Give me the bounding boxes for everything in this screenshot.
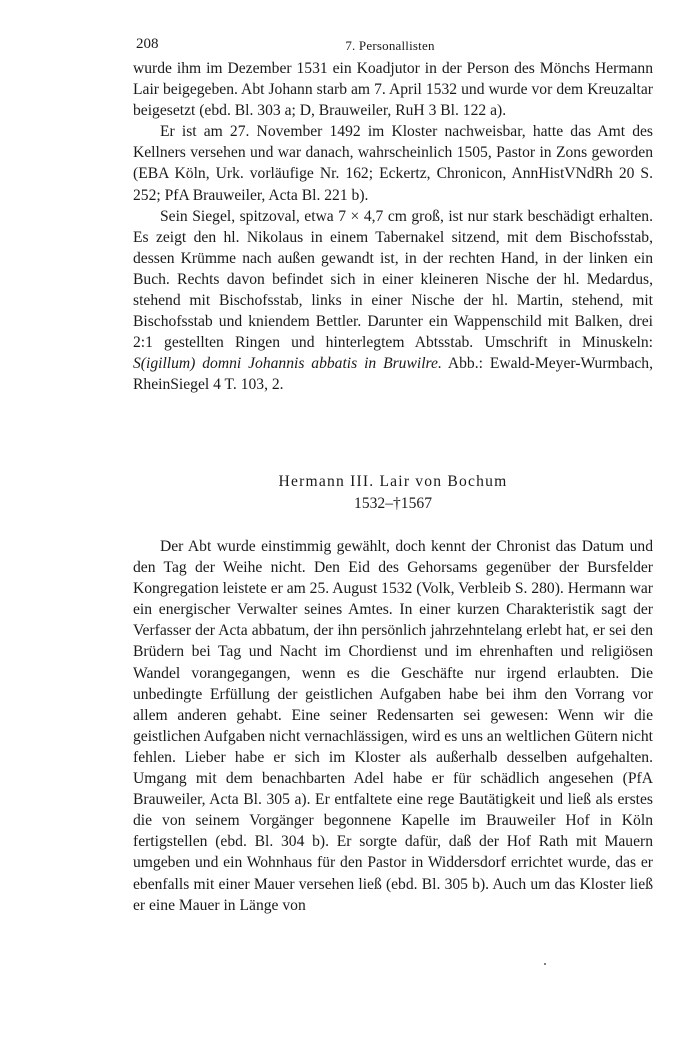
entry-heading <box>133 471 653 515</box>
running-head: 7. Personallisten <box>345 38 435 53</box>
seal-paragraph <box>133 206 653 396</box>
abbot-name: Hermann III. Lair von Bochum <box>278 473 508 490</box>
paragraph: Er ist am 27. November 1492 im Kloster nachweisbar, hatte das Amt des Kellners versehen und war danach, wahrscheinlich 1505, Pastor in Zons geworden (EBA Köln, Urk. vorläufige Nr. 162; Eckertz, Chronicon, AnnHistVNdRh 20 S. 252; PfA Brauweiler, Acta Bl. 221 b). <box>133 123 653 204</box>
page-number: 208 <box>136 36 159 52</box>
abbot-dates: 1532–†1567 <box>354 495 432 512</box>
print-speck <box>544 963 546 965</box>
paragraph-continued: wurde ihm im Dezember 1531 ein Koadjutor in der Person des Mönchs Hermann Lair beigegeben. Abt Johann starb am 7. April 1532 und wurde vor dem Kreuzaltar beigesetzt (ebd. Bl. 303 a; D, Brauweiler, RuH 3 Bl. 122 a). <box>133 60 653 120</box>
seal-inscription: S(igillum) domni Johannis abbatis in Bruwilre. <box>133 355 442 373</box>
seal-reference: Abb.: Ewald-Meyer-Wurmbach, RheinSiegel 4 T. 103, 2. <box>133 355 653 394</box>
previous-entry-text <box>133 58 653 396</box>
seal-description: Sein Siegel, spitzoval, etwa 7 × 4,7 cm groß, ist nur stark beschädigt erhalten. Es zeigt den hl. Nikolaus in einem Tabernakel sitzend, mit dem Bischofsstab, dessen Krümme nach außen gewandt ist, in der rechten Hand, in der linken ein Buch. Rechts davon befindet sich in einer kleineren Nische der hl. Medardus, stehend mit Bischofsstab, links in einer Nische der hl. Martin, stehend, mit Bischofsstab und kniendem Bettler. Darunter ein Wappenschild mit Balken, drei 2:1 gestellten Ringen und hinterlegtem Abtsstab. Umschrift in Minuskeln: <box>133 207 653 352</box>
entry-body: Der Abt wurde einstimmig gewählt, doch kennt der Chronist das Datum und den Tag der Weihe nicht. Den Eid des Gehorsams gegenüber der Bursfelder Kongregation leistete er am 25. August 1532 (Volk, Verbleib S. 280). Hermann war ein energischer Verwalter seines Amtes. In einer kurzen Charakteristik sagt der Verfasser der Acta abbatum, der ihn persönlich jahrzehntelang erlebt hat, er sei den Brüdern bei Tag und Nacht im Chordienst und im ehrenhaften und religiösen Wandel vorangegangen, wenn es die Geschäfte nur irgend erlaubten. Die unbedingte Erfüllung der geistlichen Aufgaben habe bei ihm den Vorrang vor allem anderen gehabt. Eine seiner Redensarten sei gewesen: Wenn wir die geistlichen Aufgaben nicht vernachlässigen, wird es uns an weltlichen Gütern nicht fehlen. Lieber habe er sich im Kloster als außerhalb desselben aufgehalten. Umgang mit dem benachbarten Adel habe er für schädlich angesehen (PfA Brauweiler, Acta Bl. 305 a). Er entfaltete eine rege Bautätigkeit und ließ als erstes die von seinem Vorgänger begonnene Kapelle im Brauweiler Hof in Köln fertigstellen (ebd. Bl. 304 b). Er sorgte dafür, daß der Hof Rath mit Mauern umgeben und ein Wohnhaus für den Pastor in Widdersdorf errichtet wurde, das er ebenfalls mit einer Mauer versehen ließ (ebd. Bl. 305 b). Auch um das Kloster ließ er eine Mauer in Länge von <box>133 538 653 914</box>
entry-text <box>133 536 653 916</box>
